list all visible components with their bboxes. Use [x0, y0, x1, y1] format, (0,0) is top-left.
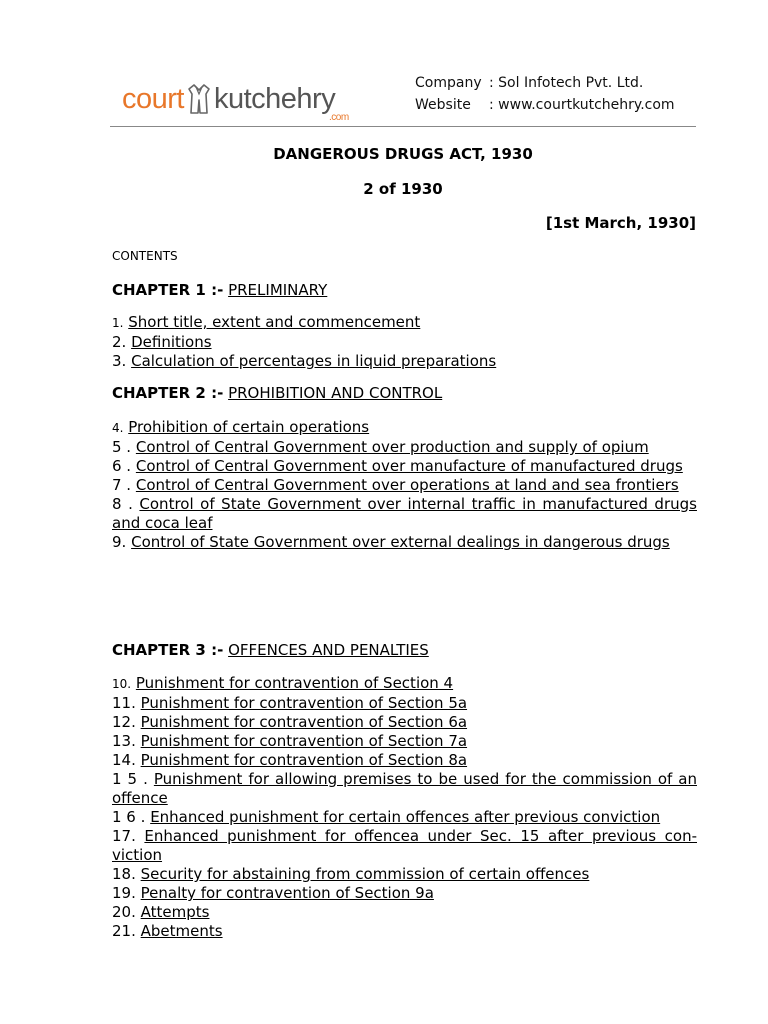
list-item: 11. Punishment for contravention of Section 5a: [112, 694, 468, 712]
chapter-link[interactable]: PROHIBITION AND CONTROL: [228, 384, 443, 402]
company-info: [415, 72, 675, 116]
website-label: Website: [415, 97, 471, 113]
list-item: 9. Control of State Government over external dealings in dangerous drugs: [112, 533, 670, 551]
section-link[interactable]: Control of State Government over internal traffic in manufactured drugs and coca leaf: [112, 495, 697, 532]
section-link[interactable]: Control of Central Government over manufacture of manufactured drugs: [135, 457, 683, 475]
logo-dotcom-text: .com: [329, 112, 349, 123]
logo-court-text: court: [122, 83, 184, 115]
section-link[interactable]: Punishment for contravention of Section 6a: [140, 713, 468, 731]
court-kutchehry-logo[interactable]: [122, 76, 349, 123]
section-link[interactable]: Punishment for contravention of Section 7a: [140, 732, 468, 750]
list-item: 6 . Control of Central Government over manufacture of manufactured drugs: [112, 457, 683, 475]
chapter-1-heading: [112, 281, 327, 299]
section-link[interactable]: Control of Central Government over production and supply of opium: [135, 438, 649, 456]
section-link[interactable]: Control of Central Government over operations at land and sea frontiers: [135, 476, 679, 494]
list-item: 18. Security for abstaining from commission of certain offences: [112, 865, 590, 883]
contents-label: CONTENTS: [112, 249, 178, 263]
chapter-3-heading: [112, 641, 429, 659]
list-item: 1 6 . Enhanced punishment for certain offences after previous conviction: [112, 808, 661, 826]
section-link[interactable]: Punishment for contravention of Section 4: [135, 674, 454, 692]
list-item: 8 . Control of State Government over internal traffic in manufactured drugs and coca leaf: [112, 495, 697, 532]
act-date: [1st March, 1930]: [545, 214, 696, 232]
chapter-label: CHAPTER 3 :-: [112, 641, 224, 659]
list-item: 12. Punishment for contravention of Section 6a: [112, 713, 468, 731]
section-link[interactable]: Punishment for allowing premises to be used for the commission of an offence: [112, 770, 697, 807]
list-item: 20. Attempts: [112, 903, 210, 921]
gown-icon: [185, 82, 213, 116]
chapter-link[interactable]: OFFENCES AND PENALTIES: [228, 641, 429, 659]
section-link[interactable]: Calculation of percentages in liquid preparations: [131, 352, 497, 370]
chapter-1-list: [112, 313, 697, 371]
section-link[interactable]: Penalty for contravention of Section 9a: [140, 884, 434, 902]
chapter-3-list: [112, 674, 697, 941]
section-link[interactable]: Enhanced punishment for certain offences after previous conviction: [150, 808, 661, 826]
list-item: 2. Definitions: [112, 333, 212, 351]
section-link[interactable]: Control of State Government over external dealings in dangerous drugs: [131, 533, 670, 551]
chapter-2-heading: [112, 384, 442, 402]
list-item: 5 . Control of Central Government over production and supply of opium: [112, 438, 649, 456]
section-link[interactable]: Prohibition of certain operations: [128, 418, 370, 436]
list-item: 21. Abetments: [112, 922, 223, 940]
chapter-link[interactable]: PRELIMINARY: [228, 281, 328, 299]
website-link[interactable]: : www.courtkutchehry.com: [489, 97, 675, 113]
list-item: 1. Short title, extent and commencement: [112, 313, 421, 331]
act-number: 2 of 1930: [363, 180, 443, 198]
list-item: 3. Calculation of percentages in liquid preparations: [112, 352, 497, 370]
section-link[interactable]: Short title, extent and commencement: [128, 313, 421, 331]
company-label: Company: [415, 75, 482, 91]
company-value: : Sol Infotech Pvt. Ltd.: [489, 75, 644, 91]
list-item: 1 5 . Punishment for allowing premises to be used for the commission of an offence: [112, 770, 697, 807]
section-link[interactable]: Abetments: [140, 922, 223, 940]
chapter-2-list: [112, 418, 697, 552]
act-title: DANGEROUS DRUGS ACT, 1930: [273, 145, 533, 163]
section-link[interactable]: Punishment for contravention of Section 5a: [140, 694, 468, 712]
section-link[interactable]: Definitions: [131, 333, 212, 351]
header-divider: [110, 126, 696, 127]
list-item: 14. Punishment for contravention of Section 8a: [112, 751, 468, 769]
list-item: 19. Penalty for contravention of Section 9a: [112, 884, 434, 902]
chapter-label: CHAPTER 1 :-: [112, 281, 224, 299]
page-header: [110, 62, 696, 126]
list-item: 4. Prohibition of certain operations: [112, 418, 370, 436]
list-item: 7 . Control of Central Government over operations at land and sea frontiers: [112, 476, 679, 494]
list-item: 17. Enhanced punishment for offencea under Sec. 15 after previous con- viction: [112, 827, 697, 864]
section-link[interactable]: Enhanced punishment for offencea under Sec. 15 after previous con- viction: [112, 827, 697, 864]
list-item: 10. Punishment for contravention of Section 4: [112, 674, 454, 692]
section-link[interactable]: Punishment for contravention of Section 8a: [140, 751, 468, 769]
logo-kutchehry-text: kutchehry: [213, 83, 336, 115]
chapter-label: CHAPTER 2 :-: [112, 384, 224, 402]
section-link[interactable]: Attempts: [140, 903, 210, 921]
section-link[interactable]: Security for abstaining from commission of certain offences: [140, 865, 590, 883]
list-item: 13. Punishment for contravention of Section 7a: [112, 732, 468, 750]
